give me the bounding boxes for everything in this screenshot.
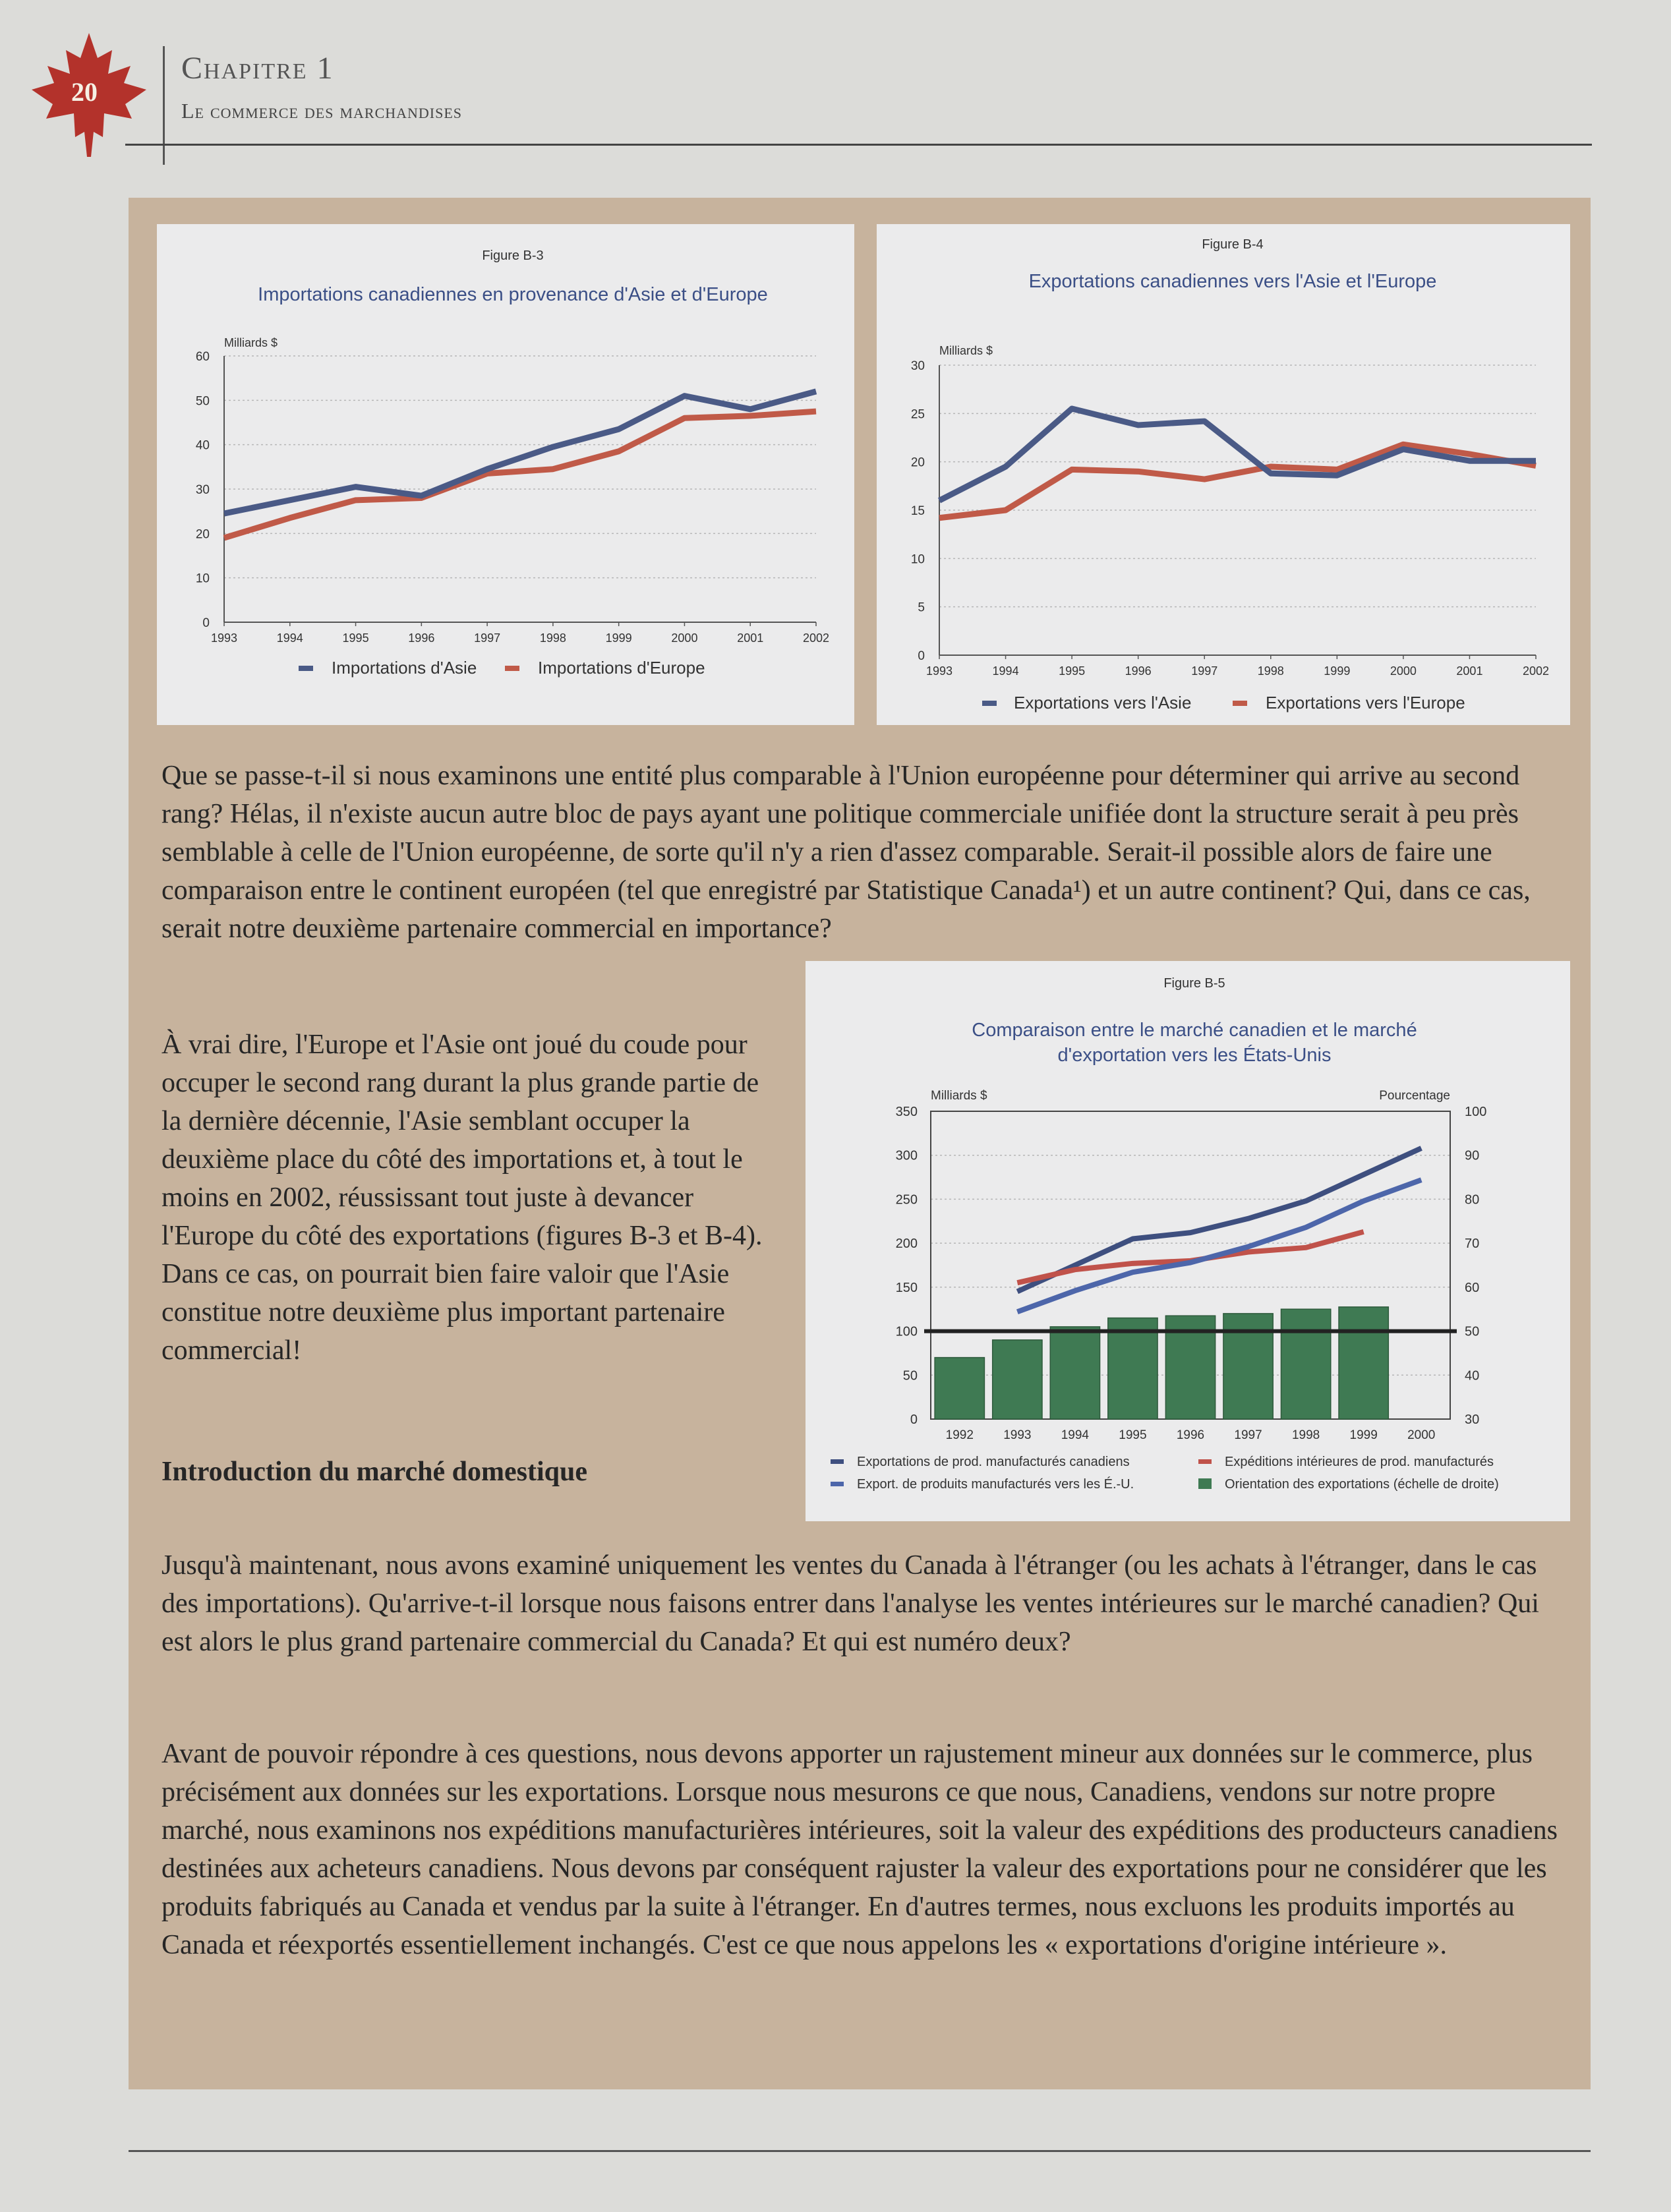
legend-label: Exportations vers l'Europe bbox=[1266, 693, 1465, 713]
y-tick-label: 0 bbox=[202, 616, 210, 630]
y-tick-label: 300 bbox=[895, 1148, 918, 1163]
x-tick-label: 1995 bbox=[1119, 1428, 1147, 1442]
figure-b3-legend bbox=[299, 658, 705, 678]
x-tick-label: 1999 bbox=[1324, 664, 1351, 678]
figure-b3-label: Figure B-3 bbox=[482, 248, 544, 263]
b3-series-line bbox=[224, 411, 816, 538]
y-tick-label: 0 bbox=[910, 1412, 918, 1427]
figure-b4-title: Exportations canadiennes vers l'Asie et l'Europe bbox=[1028, 271, 1437, 292]
x-tick-label: 2000 bbox=[1407, 1428, 1436, 1442]
y-tick-label: 30 bbox=[910, 359, 925, 373]
paragraph-domestic-market: Jusqu'à maintenant, nous avons examiné uniquement les ventes du Canada à l'étranger (ou les achats à l'étranger, dans le cas des importations). Qu'arrive-t-il lorsque nous faisons entrer dans l'analyse les ventes intérieures sur le marché canadien? Qui est alors le plus grand partenaire commercial du Canada? Et qui est numéro deux? bbox=[161, 1550, 1539, 1657]
paragraph-adjustment: Avant de pouvoir répondre à ces questions, nous devons apporter un rajustement mineur aux données sur le commerce, plus précisément aux données sur les exportations. Lorsque nous mesurons ce que nous, Canadiens, vendons sur notre propre marché, nous examinons nos expéditions manufacturières intérieures, soit la valeur des expéditions des producteurs canadiens destinées aux acheteurs canadiens. Nous devons par conséquent rajuster la valeur des exportations pour ne considérer que les produits fabriqués au Canada et vendus par la suite à l'étranger. En d'autres termes, nous excluons les produits importés au Canada et réexportés essentiellement inchangés. C'est ce que nous appelons les « exportations d'origine intérieure ». bbox=[161, 1739, 1558, 1960]
x-tick-label: 1995 bbox=[1059, 664, 1086, 678]
legend-label: Expéditions intérieures de prod. manufacturés bbox=[1225, 1455, 1494, 1469]
y-tick-label: 40 bbox=[195, 438, 210, 453]
figure-b3-unit: Milliards $ bbox=[224, 336, 278, 349]
figure-b5-plot bbox=[896, 1105, 1487, 1442]
y-tick-label: 25 bbox=[910, 407, 925, 422]
bar-orientation bbox=[993, 1340, 1042, 1419]
figure-b3-title: Importations canadiennes en provenance d'Asie et d'Europe bbox=[258, 284, 768, 305]
x-tick-label: 1994 bbox=[992, 664, 1019, 678]
figure-b3-chart bbox=[157, 224, 854, 725]
y-tick-label: 350 bbox=[895, 1105, 918, 1119]
x-tick-label: 2000 bbox=[1390, 664, 1417, 678]
x-tick-label: 1992 bbox=[945, 1428, 974, 1442]
figure-b5-left-unit: Milliards $ bbox=[931, 1089, 987, 1103]
x-tick-label: 2001 bbox=[1456, 664, 1483, 678]
figure-b3-plot bbox=[196, 350, 829, 645]
header-divider bbox=[163, 46, 165, 165]
x-tick-label: 1996 bbox=[1176, 1428, 1205, 1442]
legend-swatch-orientation bbox=[1198, 1478, 1212, 1489]
legend-label: Exportations de prod. manufacturés canadiens bbox=[857, 1455, 1130, 1469]
x-tick-label: 1998 bbox=[1291, 1428, 1320, 1442]
figure-b5-label: Figure B-5 bbox=[1163, 976, 1225, 991]
x-tick-label: 1999 bbox=[605, 631, 632, 645]
x-tick-label: 1997 bbox=[474, 631, 501, 645]
bar-orientation bbox=[1050, 1327, 1099, 1419]
y-tick-label: 0 bbox=[918, 649, 925, 663]
figure-b3 bbox=[157, 224, 854, 725]
b3-series-line bbox=[224, 392, 816, 513]
figure-b4-unit: Milliards $ bbox=[939, 344, 993, 357]
y-tick-label: 60 bbox=[195, 350, 210, 364]
legend-swatch-europe-exports bbox=[1233, 701, 1247, 706]
y-tick-label: 200 bbox=[895, 1237, 918, 1252]
chapter-subtitle: Le commerce des marchandises bbox=[181, 99, 463, 123]
y2-tick-label: 60 bbox=[1465, 1280, 1480, 1295]
x-tick-label: 1993 bbox=[925, 664, 953, 678]
bar-orientation bbox=[1108, 1318, 1158, 1419]
x-tick-label: 1993 bbox=[210, 631, 238, 645]
bar-orientation bbox=[935, 1358, 984, 1419]
y-tick-label: 20 bbox=[910, 455, 925, 470]
legend-label: Exportations vers l'Asie bbox=[1014, 693, 1192, 713]
x-tick-label: 1997 bbox=[1191, 664, 1218, 678]
y-tick-label: 150 bbox=[895, 1280, 918, 1295]
x-tick-label: 1996 bbox=[408, 631, 435, 645]
y2-tick-label: 30 bbox=[1465, 1412, 1480, 1427]
x-tick-label: 1994 bbox=[276, 631, 303, 645]
b5-series-line bbox=[1017, 1232, 1363, 1283]
y2-tick-label: 70 bbox=[1465, 1237, 1480, 1252]
page-number: 20 bbox=[71, 77, 98, 107]
footer-rule bbox=[129, 2150, 1591, 2152]
legend-swatch-asia-imports bbox=[299, 666, 313, 671]
figure-b5 bbox=[806, 961, 1570, 1521]
page-header bbox=[0, 0, 1671, 158]
x-tick-label: 1999 bbox=[1349, 1428, 1378, 1442]
y2-tick-label: 90 bbox=[1465, 1148, 1480, 1163]
b5-series-line bbox=[1017, 1180, 1421, 1312]
legend-label: Orientation des exportations (échelle de droite) bbox=[1225, 1477, 1499, 1492]
x-tick-label: 2002 bbox=[1522, 664, 1550, 678]
y-tick-label: 10 bbox=[910, 552, 925, 567]
y-tick-label: 15 bbox=[910, 504, 925, 518]
x-tick-label: 2000 bbox=[671, 631, 698, 645]
x-tick-label: 2001 bbox=[737, 631, 764, 645]
y-tick-label: 10 bbox=[195, 571, 210, 586]
paragraph-intro: Que se passe-t-il si nous examinons une entité plus comparable à l'Union européenne pour déterminer qui arrive au second rang? Hélas, il n'existe aucun autre bloc de pays ayant une politique commerciale unifiée dont la structure serait à peu près semblable à celle de l'Union européenne, de sorte qu'il n'y a rien d'assez comparable. Serait-il possible alors de faire une comparaison entre le continent européen (tel que enregistré par Statistique Canada¹) et un autre continent? Qui, dans ce cas, serait notre deuxième partenaire commercial en importance? bbox=[161, 761, 1531, 944]
legend-swatch-us-exports bbox=[831, 1482, 844, 1486]
y2-tick-label: 40 bbox=[1465, 1368, 1480, 1383]
x-tick-label: 1998 bbox=[1257, 664, 1284, 678]
legend-swatch-asia-exports bbox=[982, 701, 997, 706]
y2-tick-label: 80 bbox=[1465, 1192, 1480, 1208]
legend-swatch-europe-imports bbox=[505, 666, 519, 671]
figure-b5-legend bbox=[831, 1455, 1499, 1492]
paragraph-europe-asia: À vrai dire, l'Europe et l'Asie ont joué du coude pour occuper le second rang durant la plus grande partie de la dernière décennie, l'Asie semblant occuper la deuxième place du côté des importations et, à tout le moins en 2002, réussissant tout juste à devancer l'Europe du côté des exportations (figures B-3 et B-4). Dans ce cas, on pourrait bien faire valoir que l'Asie constitue notre deuxième plus important partenaire commercial! bbox=[161, 1030, 763, 1366]
x-tick-label: 1996 bbox=[1125, 664, 1152, 678]
x-tick-label: 1994 bbox=[1061, 1428, 1090, 1442]
legend-label: Importations d'Europe bbox=[538, 658, 705, 678]
figure-b4-plot bbox=[911, 359, 1549, 678]
y-tick-label: 250 bbox=[895, 1192, 918, 1208]
bar-orientation bbox=[1281, 1309, 1330, 1419]
figure-b5-right-unit: Pourcentage bbox=[1379, 1089, 1450, 1103]
y-tick-label: 5 bbox=[918, 600, 925, 615]
figure-b4-label: Figure B-4 bbox=[1202, 237, 1264, 252]
y-tick-label: 50 bbox=[902, 1368, 918, 1383]
legend-label: Importations d'Asie bbox=[332, 658, 477, 678]
y-tick-label: 20 bbox=[195, 527, 210, 542]
chapter-title: Chapitre 1 bbox=[181, 51, 334, 86]
y2-tick-label: 100 bbox=[1465, 1105, 1487, 1119]
b4-series-line bbox=[939, 409, 1536, 500]
figure-b5-title-line2: d'exportation vers les États-Unis bbox=[1057, 1045, 1332, 1066]
x-tick-label: 2002 bbox=[802, 631, 830, 645]
y-tick-label: 100 bbox=[895, 1324, 918, 1339]
y-tick-label: 30 bbox=[195, 483, 210, 497]
x-tick-label: 1993 bbox=[1003, 1428, 1032, 1442]
figure-b5-title-line1: Comparaison entre le marché canadien et le marché bbox=[972, 1020, 1417, 1041]
figure-b4 bbox=[877, 224, 1570, 725]
x-tick-label: 1995 bbox=[342, 631, 369, 645]
legend-swatch-can-exports bbox=[831, 1459, 844, 1464]
x-tick-label: 1998 bbox=[539, 631, 566, 645]
figure-b5-chart bbox=[806, 961, 1570, 1521]
figure-b4-legend bbox=[982, 693, 1465, 713]
section-heading: Introduction du marché domestique bbox=[161, 1457, 588, 1487]
header-rule bbox=[125, 144, 1592, 146]
legend-swatch-domestic-shipments bbox=[1198, 1459, 1212, 1464]
legend-label: Export. de produits manufacturés vers les É.-U. bbox=[857, 1477, 1134, 1492]
figure-b4-chart bbox=[877, 224, 1570, 725]
bar-orientation bbox=[1339, 1307, 1388, 1419]
y-tick-label: 50 bbox=[195, 394, 210, 409]
y2-tick-label: 50 bbox=[1465, 1324, 1480, 1339]
x-tick-label: 1997 bbox=[1234, 1428, 1262, 1442]
